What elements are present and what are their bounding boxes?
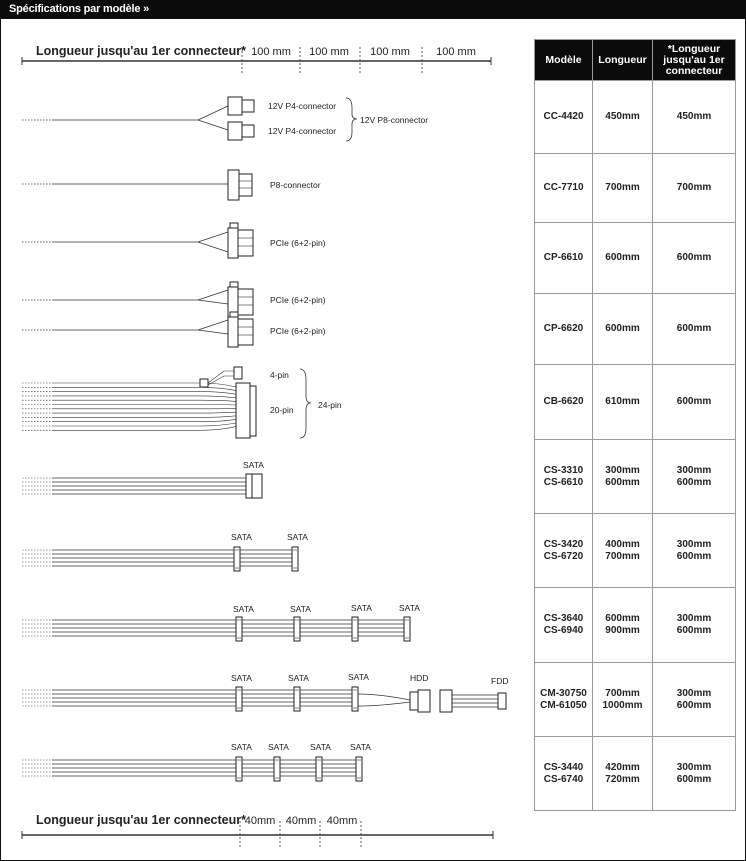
pin4-connector: [234, 367, 242, 379]
label-sata: SATA: [399, 603, 420, 613]
sata-connector: [404, 617, 410, 641]
wire: [198, 106, 228, 120]
table-row: [535, 440, 736, 514]
sata-connector: [356, 757, 362, 781]
cell-length: 400mm 700mm: [593, 514, 653, 588]
wire: [198, 330, 228, 334]
cell-first-length: 300mm 600mm: [653, 440, 736, 514]
label-sata: SATA: [348, 672, 369, 682]
label-sata: SATA: [231, 532, 252, 542]
sata-connector: [274, 757, 280, 781]
label-sata: SATA: [243, 460, 264, 470]
pcie-connector: [238, 230, 253, 256]
ruler-top-title: Longueur jusqu'au 1er connecteur*: [36, 44, 246, 58]
pcie-connector: [230, 312, 238, 317]
sata-connector: [352, 617, 358, 641]
p8-connector: [228, 170, 239, 200]
table-row: [535, 81, 736, 154]
cell-model: CP-6620: [535, 294, 593, 365]
cell-model: CS-3310 CS-6610: [535, 440, 593, 514]
cell-first-length: 600mm: [653, 294, 736, 365]
p4-connector: [228, 97, 242, 115]
label-sata: SATA: [268, 742, 289, 752]
wire: [208, 371, 234, 383]
sata-connector: [236, 617, 242, 641]
header-first-length: *Longueur jusqu'au 1er connecteur: [653, 40, 736, 81]
wire: [200, 396, 236, 398]
pcie-connector: [238, 289, 253, 315]
cell-length: 450mm: [593, 81, 653, 154]
label-fdd: FDD: [491, 676, 509, 686]
cell-model: CS-3420 CS-6720: [535, 514, 593, 588]
cell-model: CC-7710: [535, 154, 593, 223]
cell-length: 600mm: [593, 294, 653, 365]
sata-connector: [316, 757, 322, 781]
wire: [200, 412, 236, 413]
table-row: [535, 365, 736, 440]
label-24-pin: 24-pin: [318, 400, 342, 410]
cell-length: 600mm: [593, 223, 653, 294]
pcie-connector: [230, 223, 238, 228]
sata-connector: [246, 474, 252, 498]
label-sata: SATA: [231, 673, 252, 683]
label-hdd: HDD: [410, 673, 429, 683]
wire: [198, 300, 228, 304]
pcie-connector: [228, 317, 238, 347]
label-p4-b: 12V P4-connector: [268, 126, 337, 136]
table-row: [535, 514, 736, 588]
cell-first-length: 600mm: [653, 365, 736, 440]
label-p8: P8-connector: [270, 180, 321, 190]
sata-connector: [292, 547, 298, 571]
cell-length: 300mm 600mm: [593, 440, 653, 514]
cell-first-length: 450mm: [653, 81, 736, 154]
bracket: [300, 369, 311, 438]
label-sata: SATA: [290, 604, 311, 614]
cell-model: CP-6610: [535, 223, 593, 294]
table-row: [535, 588, 736, 663]
cell-length: 420mm 720mm: [593, 737, 653, 811]
wire: [198, 290, 228, 300]
cell-first-length: 700mm: [653, 154, 736, 223]
sata-connector: [234, 547, 240, 571]
ruler-top-unit: 100 mm: [436, 46, 476, 58]
cell-model: CC-4420: [535, 81, 593, 154]
cell-model: CB-6620: [535, 365, 593, 440]
ruler-top-unit: 100 mm: [370, 46, 410, 58]
table-row: [535, 294, 736, 365]
table-row: [535, 223, 736, 294]
sata-connector: [236, 757, 242, 781]
label-sata: SATA: [350, 742, 371, 752]
wire: [200, 423, 236, 426]
label-sata: SATA: [288, 673, 309, 683]
table-row: [535, 737, 736, 811]
ruler-bottom-unit: 40mm: [326, 815, 358, 827]
p4-connector: [228, 122, 242, 140]
pin20-connector: [250, 386, 256, 436]
cell-length: 600mm 900mm: [593, 588, 653, 663]
ruler-top-unit: 100 mm: [309, 46, 349, 58]
label-sata: SATA: [287, 532, 308, 542]
sata-connector: [352, 687, 358, 711]
wire: [200, 387, 236, 390]
bracket: [346, 98, 357, 141]
ruler-bottom-title: Longueur jusqu'au 1er connecteur*: [36, 813, 246, 827]
cell-length: 700mm: [593, 154, 653, 223]
pin20-connector: [236, 383, 250, 438]
cell-model: CS-3440 CS-6740: [535, 737, 593, 811]
table-row: [535, 154, 736, 223]
sata-connector: [236, 687, 242, 711]
label-sata: SATA: [351, 603, 372, 613]
pcie-connector: [238, 319, 253, 345]
ruler-bottom-unit: 40mm: [244, 815, 276, 827]
label-4-pin: 4-pin: [270, 370, 289, 380]
section-header: Spécifications par modèle »: [0, 0, 746, 19]
ruler-top-unit: 100 mm: [251, 46, 291, 58]
cell-first-length: 600mm: [653, 223, 736, 294]
cell-first-length: 300mm 600mm: [653, 588, 736, 663]
wire: [200, 405, 236, 406]
hdd-connector: [410, 692, 418, 710]
label-sata: SATA: [310, 742, 331, 752]
wire: [198, 242, 228, 252]
wire: [198, 232, 228, 242]
wire: [358, 702, 410, 706]
wire: [200, 392, 236, 395]
wire: [200, 416, 236, 418]
cell-first-length: 300mm 600mm: [653, 737, 736, 811]
label-sata: SATA: [233, 604, 254, 614]
hdd-connector: [418, 690, 430, 712]
label-pcie-3: PCIe (6+2-pin): [270, 326, 326, 336]
cell-length: 610mm: [593, 365, 653, 440]
sata-connector: [294, 617, 300, 641]
label-sata: SATA: [231, 742, 252, 752]
wire: [198, 320, 228, 330]
cell-model: CM-30750 CM-61050: [535, 663, 593, 737]
wire: [200, 419, 236, 421]
p4-connector: [242, 100, 254, 112]
p8-connector: [239, 174, 252, 196]
label-p4-a: 12V P4-connector: [268, 101, 337, 111]
header-length: Longueur: [593, 40, 653, 81]
wire: [200, 427, 236, 431]
ruler-bottom-unit: 40mm: [285, 815, 317, 827]
pcie-connector: [230, 282, 238, 287]
p4-connector: [242, 125, 254, 137]
header-model: Modèle: [535, 40, 593, 81]
fdd-connector: [440, 690, 452, 712]
cell-first-length: 300mm 600mm: [653, 514, 736, 588]
label-pcie-1: PCIe (6+2-pin): [270, 238, 326, 248]
label-pcie-2: PCIe (6+2-pin): [270, 295, 326, 305]
wire: [358, 694, 410, 700]
table-row: [535, 663, 736, 737]
aux-connector: [200, 379, 208, 387]
wire: [198, 120, 228, 130]
spec-table: [534, 39, 736, 811]
fdd-connector: [498, 693, 506, 709]
sata-connector: [252, 474, 262, 498]
cell-length: 700mm 1000mm: [593, 663, 653, 737]
pcie-connector: [228, 228, 238, 258]
cell-first-length: 300mm 600mm: [653, 663, 736, 737]
cell-model: CS-3640 CS-6940: [535, 588, 593, 663]
sata-connector: [294, 687, 300, 711]
label-20-pin: 20-pin: [270, 405, 294, 415]
label-p8-group: 12V P8-connector: [360, 115, 429, 125]
wire: [200, 400, 236, 401]
